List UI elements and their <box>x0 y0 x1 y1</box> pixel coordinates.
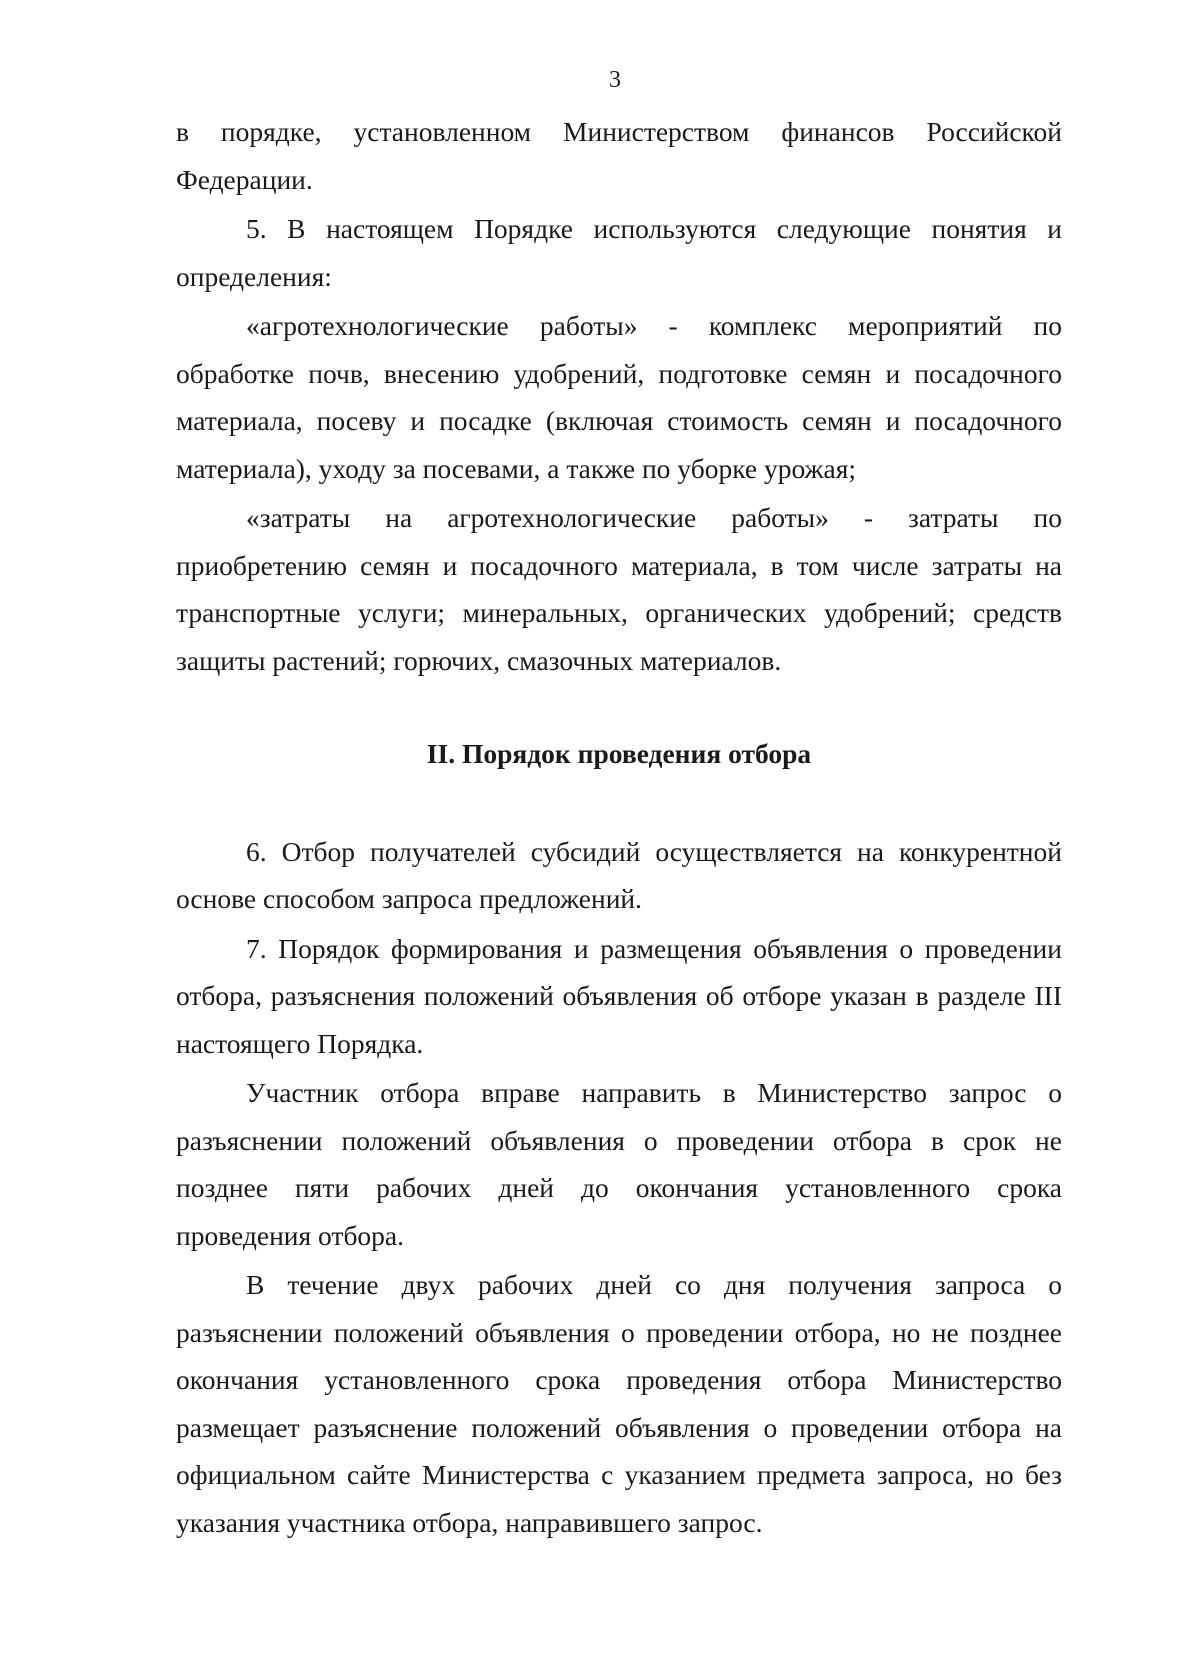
paragraph-definition-agrotech-costs: «затраты на агротехнологические работы» - затраты по приобретению семян и посадочного материала, в том числе затраты на транспортные услуги; минеральных, органических удобрений; средств защиты растений; горючих, смазочных материалов. <box>176 502 1062 676</box>
document-body <box>176 108 1062 1546</box>
paragraph-item-6: 6. Отбор получателей субсидий осуществляется на конкурентной основе способом запроса предложений. <box>176 835 1062 914</box>
paragraph-continuation: в порядке, установленном Министерством финансов Российской Федерации. <box>176 116 1062 195</box>
paragraph-item-7: 7. Порядок формирования и размещения объявления о проведении отбора, разъяснения положений объявления об отборе указан в разделе III настоящего Порядка. <box>176 932 1062 1059</box>
page-number: 3 <box>609 67 621 93</box>
paragraph-definition-agrotech-works: «агротехнологические работы» - комплекс мероприятий по обработке почв, внесению удобрений, подготовке семян и посадочного материала, посеву и посадке (включая стоимость семян и посадочного материала), уходу за посевами, а также по уборке урожая; <box>176 310 1062 484</box>
paragraph-ministry-response: В течение двух рабочих дней со дня получения запроса о разъяснении положений объявления о проведении отбора, но не позднее окончания установленного срока проведения отбора Министерство размещает разъяснение положений объявления о проведении отбора на официальном сайте Министерства с указанием предмета запроса, но без указания участника отбора, направившего запрос. <box>176 1269 1062 1538</box>
section-heading: II. Порядок проведения отбора <box>426 738 812 769</box>
paragraph-item-5: 5. В настоящем Порядке используются следующие понятия и определения: <box>176 213 1062 292</box>
paragraph-participant-request: Участник отбора вправе направить в Министерство запрос о разъяснении положений объявления о проведении отбора в срок не позднее пяти рабочих дней до окончания установленного срока проведения отбора. <box>176 1077 1062 1251</box>
